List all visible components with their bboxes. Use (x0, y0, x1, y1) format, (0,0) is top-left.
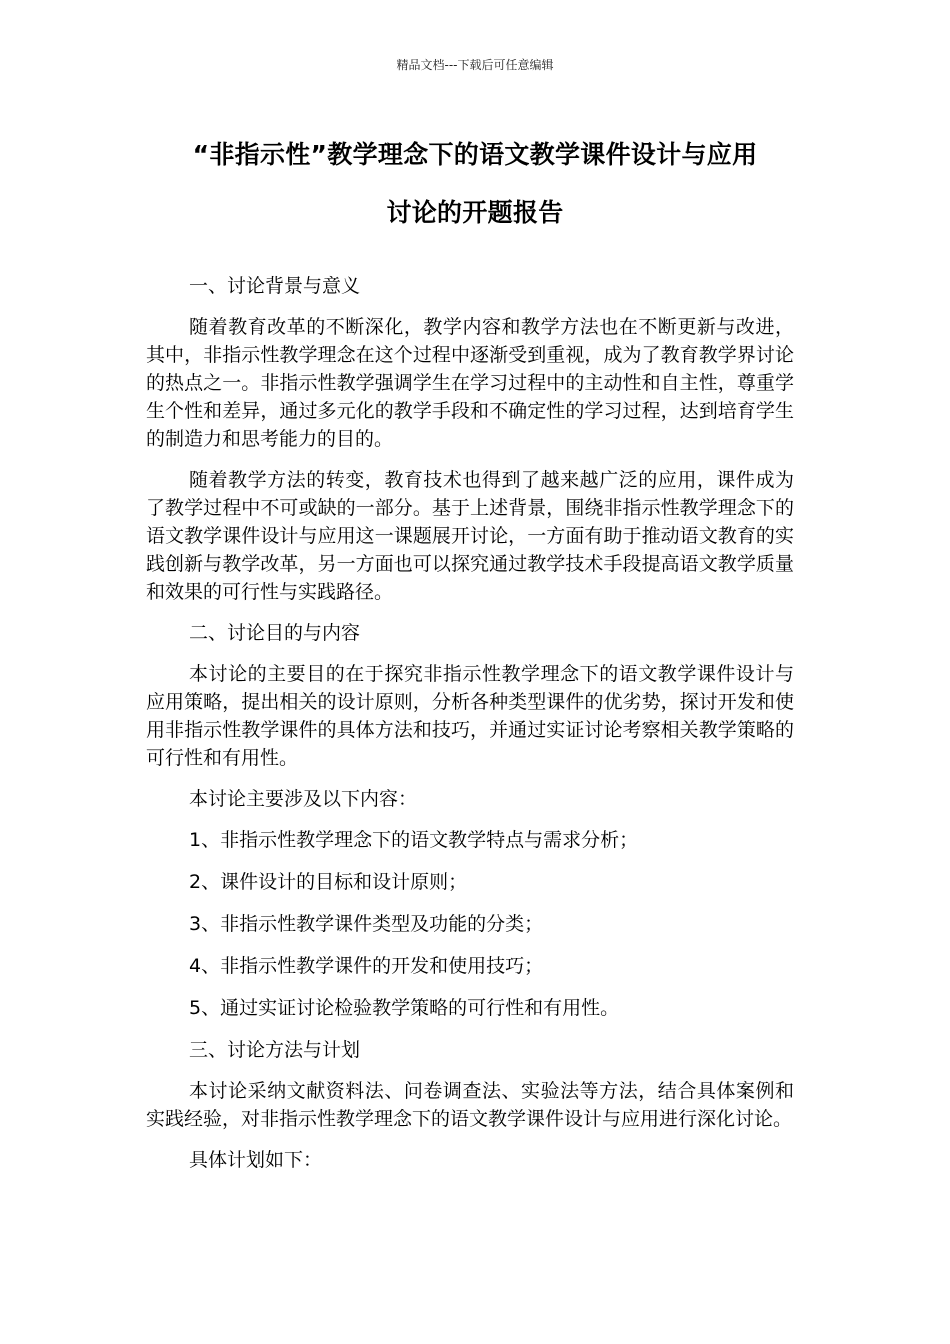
document-title-line-2: 讨论的开题报告 (386, 198, 564, 227)
list-item: 1、非指示性教学理念下的语文教学特点与需求分析； (189, 829, 639, 851)
document-body (146, 272, 794, 1187)
paragraph-background-2: 随着教学方法的转变，教育技术也得到了越来越广泛的应用，课件成为了教学过程中不可或缺的一部分。基于上述背景，围绕非指示性教学理念下的语文教学课件设计与应用这一课题展开讨论，一方面有助于推动语文教育的实践创新与教学改革，另一方面也可以探究通过教学技术手段提高语文教学质量和效果的可行性与实践路径。 (146, 469, 794, 603)
list-item: 5、通过实证讨论检验教学策略的可行性和有用性。 (189, 997, 620, 1019)
section-heading-purpose: 二、讨论目的与内容 (189, 622, 361, 644)
section-heading-background: 一、讨论背景与意义 (189, 275, 361, 297)
list-item: 3、非指示性教学课件类型及功能的分类； (189, 913, 544, 935)
list-item: 2、课件设计的目标和设计原则； (189, 871, 468, 893)
paragraph-background-1: 随着教育改革的不断深化，教学内容和教学方法也在不断更新与改进，其中，非指示性教学理念在这个过程中逐渐受到重视，成为了教育教学界讨论的热点之一。非指示性教学强调学生在学习过程中的主动性和自主性，尊重学生个性和差异，通过多元化的教学手段和不确定性的学习过程，达到培育学生的制造力和思考能力的目的。 (146, 316, 794, 450)
paragraph-method-2: 具体计划如下： (189, 1149, 323, 1171)
paragraph-purpose-1: 本讨论的主要目的在于探究非指示性教学理念下的语文教学课件设计与应用策略，提出相关的设计原则，分析各种类型课件的优劣势，探讨开发和使用非指示性教学课件的具体方法和技巧，并通过实证讨论考察相关教学策略的可行性和有用性。 (146, 663, 794, 769)
paragraph-method-1: 本讨论采纳文献资料法、问卷调查法、实验法等方法，结合具体案例和实践经验，对非指示性教学理念下的语文教学课件设计与应用进行深化讨论。 (146, 1080, 794, 1130)
section-heading-method: 三、讨论方法与计划 (189, 1039, 361, 1061)
paragraph-purpose-2: 本讨论主要涉及以下内容： (189, 788, 418, 810)
document-title-line-1: “非指示性”教学理念下的语文教学课件设计与应用 (192, 140, 758, 169)
list-item: 4、非指示性教学课件的开发和使用技巧； (189, 955, 544, 977)
header-note: 精品文档---下载后可任意编辑 (396, 58, 554, 72)
